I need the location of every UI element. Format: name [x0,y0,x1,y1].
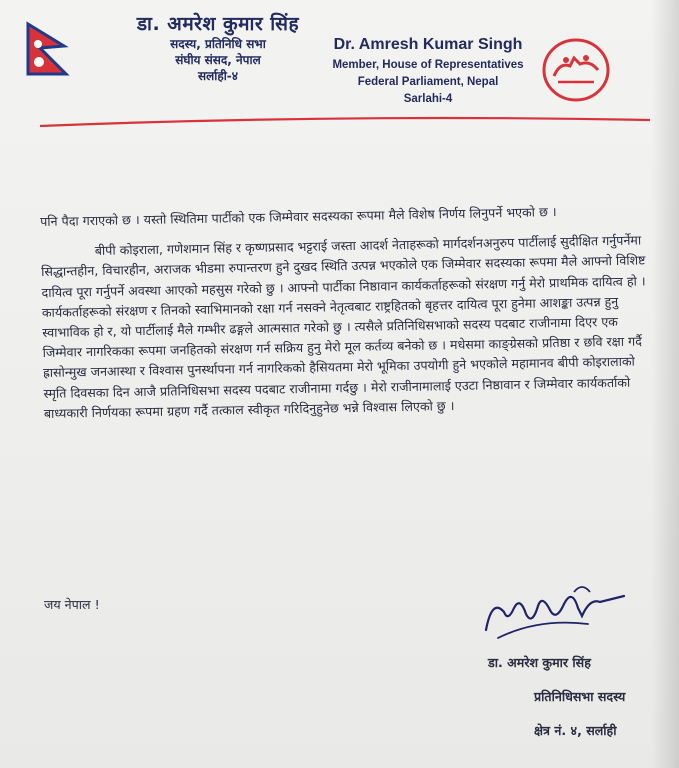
page-edge-shadow [651,0,679,768]
nepal-flag-icon [22,18,70,80]
signatory-constituency: क्षेत्र नं. ४, सर्लाही [534,723,617,738]
signatory-title: प्रतिनिधिसभा सदस्य [534,689,626,704]
letterhead-divider [40,116,650,130]
letterhead-nepali-name: डा. अमरेश कुमार सिंह [136,13,300,35]
letterhead-nepali [108,10,328,84]
letterhead-english-name: Dr. Amresh Kumar Singh [333,36,523,53]
signatory-name: डा. अमरेश कुमार सिंह [488,655,591,670]
letterhead-nepali-title: सदस्य, प्रतिनिधि सभा [170,37,266,51]
letterhead-english-body: Federal Parliament, Nepal [357,76,499,88]
signatory-block [486,646,671,748]
letter-paragraph: बीपी कोइराला, गणेशमान सिंह र कृष्णप्रसाद भट्टराई जस्ता आदर्श नेताहरूको मार्गदर्शनअनुरुप पार्टीलाई सुदीक्षित गर्नुपर्नेमा सिद्धान्तहीन, विचारहीन, अराजक भीडमा रुपान्तरण हुने दुखद स्थिति उत्पन्न भएकोले एक जिम्मेवार सदस्यका रूपमा मैले आफ्नो विशिष्ट दायित्व पूरा गर्नुपर्ने अवस्था आएको महसुस गरेको छु । आफ्नो पार्टीका निष्ठावान कार्यकर्ताहरूको संरक्षण गर्नु मेरो प्राथमिक दायित्व हो । कार्यकर्ताहरूको संरक्षण र तिनको स्वाभिमानको रक्षा गर्न नसक्ने नेतृत्वबाट राष्ट्रहितको बृहत्तर दायित्व पूरा हुनेमा आशङ्का उत्पन्न हुनु स्वाभाविक हो र, यो पार्टीलाई मैले गम्भीर ढङ्गले आत्मसात गरेको छु । त्यसैले प्रतिनिधिसभाको सदस्य पदबाट राजीनामा दिएर एक जिम्मेवार नागरिकका रूपमा जनहितको संरक्षण गर्न सक्रिय हुनु मेरो मूल कर्तव्य बनेको छ । मधेसमा काङ्ग्रेसको प्रतिष्ठा र छवि रक्षा गर्दै ह्रासोन्मुख जनआस्था र विश्वास पुनर्स्थापना गर्न नागरिकको हैसियतमा मेरो भूमिका उपयोगी हुने भएकोले महामानव बीपी कोइरालाको स्मृति दिवसका दिन आजै प्रतिनिधिसभा सदस्य पदबाट राजीनामा गर्दछु । मेरो राजीनामालाई एउटा निष्ठावान र जिम्मेवार कार्यकर्ताको बाध्यकारी निर्णयका रूपमा ग्रहण गर्दै तत्काल स्वीकृत गरिदिनुहुनेछ भन्ने विश्वास लिएको छु । [41,232,646,421]
letter-closing: जय नेपाल ! [44,597,100,612]
letterhead-english-title: Member, House of Representatives [332,59,524,71]
letterhead-nepali-body: संघीय संसद, नेपाल [175,53,261,67]
letter-paragraph: पनि पैदा गराएको छ । यस्तो स्थितिमा पार्टीको एक जिम्मेवार सदस्यका रूपमा मैले विशेष निर्णय लिनुपर्ने भएको छ । [40,204,557,229]
letterhead-english-district: Sarlahi-4 [403,93,453,105]
handwritten-signature [478,578,628,648]
letterhead-english [318,36,538,108]
party-emblem-icon [540,36,612,104]
letter-body [40,200,654,424]
letterhead-nepali-district: सर्लाही-४ [197,69,239,83]
